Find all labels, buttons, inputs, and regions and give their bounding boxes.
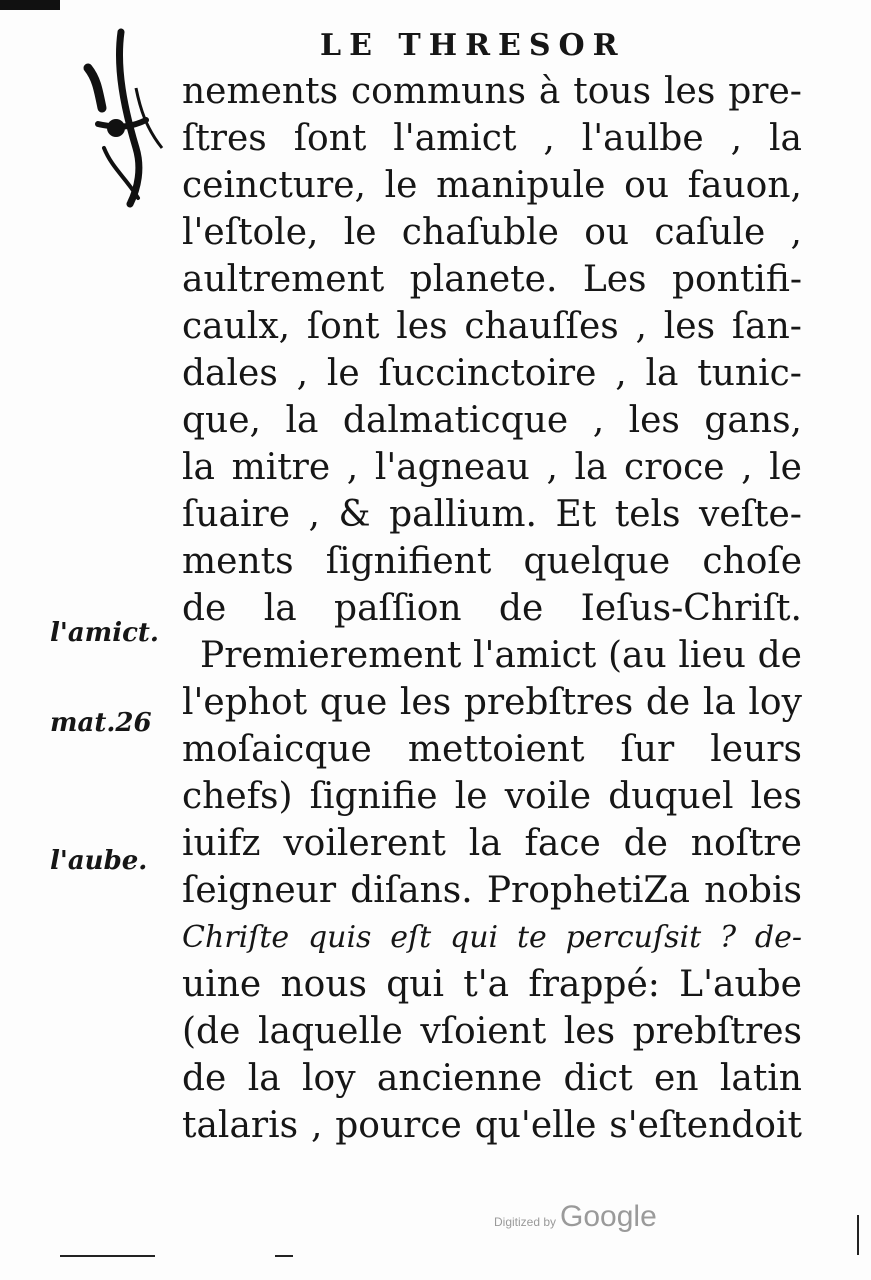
word: ſignifient xyxy=(325,541,492,582)
word: qui xyxy=(386,964,445,1005)
word: nobis xyxy=(704,870,802,911)
word: , xyxy=(741,447,753,488)
word: ceincture, xyxy=(182,165,366,206)
word: dales xyxy=(182,353,278,394)
word: les xyxy=(663,306,716,347)
word: , xyxy=(635,306,647,347)
text-line xyxy=(182,303,802,350)
word: t'a xyxy=(463,964,510,1005)
word: l'amict xyxy=(393,118,517,159)
word: l'agneau xyxy=(374,447,530,488)
text-line xyxy=(182,867,802,914)
word: la xyxy=(768,118,802,159)
word: tels xyxy=(614,494,681,535)
word: de xyxy=(498,588,544,629)
word: ſan- xyxy=(731,306,802,347)
word: le xyxy=(384,165,418,206)
word: mettoient xyxy=(407,729,585,770)
word: , xyxy=(730,118,743,159)
word: dalmaticque xyxy=(342,400,569,441)
word: , xyxy=(790,212,802,253)
word: Et xyxy=(555,494,597,535)
word: manipule xyxy=(436,165,606,206)
word: & xyxy=(338,494,371,535)
word: de xyxy=(182,588,227,629)
text-line xyxy=(182,1055,802,1102)
word: ? xyxy=(719,920,737,955)
watermark-prefix: Digitized by xyxy=(494,1215,557,1229)
word: lieu xyxy=(678,635,746,676)
word: pource xyxy=(335,1105,462,1146)
word: ſont xyxy=(293,118,367,159)
word: pallium. xyxy=(389,494,537,535)
text-line xyxy=(182,820,802,867)
word: la xyxy=(645,353,679,394)
word: ou xyxy=(584,212,630,253)
word: mitre xyxy=(231,447,331,488)
word: planete. xyxy=(409,259,558,300)
word: dict xyxy=(563,1058,633,1099)
word: voilerent xyxy=(283,823,446,864)
word: ou xyxy=(624,165,669,206)
word: que xyxy=(319,682,388,723)
text-line xyxy=(182,162,802,209)
word: Premierement xyxy=(200,635,462,676)
word: nements xyxy=(182,71,339,112)
text-line xyxy=(182,491,802,538)
word: Les xyxy=(582,259,647,300)
word: uine xyxy=(182,964,262,1005)
word: fauon, xyxy=(687,165,802,206)
word: la xyxy=(247,1058,281,1099)
word: le xyxy=(326,353,360,394)
word: le xyxy=(769,447,802,488)
word: l'eſtole, xyxy=(182,212,319,253)
word: de- xyxy=(754,920,802,955)
word: , xyxy=(308,494,320,535)
text-line xyxy=(182,209,802,256)
word: quelque xyxy=(523,541,671,582)
word: le xyxy=(343,212,377,253)
word: Chriſte xyxy=(182,920,290,955)
word: noſtre xyxy=(690,823,802,864)
word: quis xyxy=(307,920,372,955)
word: , xyxy=(615,353,627,394)
word: ancienne xyxy=(376,1058,543,1099)
word: ſignifie xyxy=(309,776,438,817)
word: frappé: xyxy=(528,964,660,1005)
word: à xyxy=(538,71,561,112)
word: les xyxy=(563,1011,616,1052)
word: iuifz xyxy=(182,823,261,864)
word: ſuaire xyxy=(182,494,290,535)
word: la xyxy=(702,682,736,723)
bottom-edge-mark xyxy=(60,1255,155,1257)
word: choſe xyxy=(702,541,802,582)
top-edge-mark xyxy=(0,0,60,10)
word: gans, xyxy=(704,400,802,441)
word: diſans. xyxy=(350,870,473,911)
word: (de xyxy=(182,1011,241,1052)
word: qu'elle xyxy=(474,1105,597,1146)
word: te xyxy=(516,920,547,955)
text-line xyxy=(182,115,802,162)
word: chaſuble xyxy=(401,212,559,253)
main-text-block xyxy=(182,68,802,1149)
word: latin xyxy=(719,1058,802,1099)
text-line xyxy=(182,444,802,491)
word: ſur xyxy=(620,729,675,770)
word: pontifi- xyxy=(671,259,802,300)
text-line xyxy=(182,726,802,773)
word: caſule xyxy=(654,212,766,253)
text-line xyxy=(182,585,802,632)
text-line xyxy=(182,256,802,303)
word: la xyxy=(285,400,319,441)
word: de xyxy=(182,1058,227,1099)
word: prebſtres xyxy=(463,682,634,723)
word: veſte- xyxy=(699,494,802,535)
word: ſuccinctoire xyxy=(378,353,597,394)
word: , xyxy=(543,118,555,159)
word: loy xyxy=(302,1058,356,1099)
right-edge-mark xyxy=(857,1215,859,1255)
word: vſoient xyxy=(420,1011,547,1052)
text-line xyxy=(182,68,802,115)
word: voile xyxy=(504,776,592,817)
word: eſt xyxy=(390,920,432,955)
digitized-watermark xyxy=(494,1200,657,1234)
word: les xyxy=(750,776,802,817)
text-line xyxy=(182,773,802,820)
word: ments xyxy=(182,541,294,582)
word: les xyxy=(628,400,680,441)
text-line xyxy=(182,914,802,961)
marginal-note-aube: l'aube. xyxy=(50,846,148,876)
marginal-note-amict: l'amict. xyxy=(50,618,159,648)
word: de xyxy=(623,823,668,864)
word: , xyxy=(310,1105,323,1146)
text-line xyxy=(182,679,802,726)
word: le xyxy=(454,776,488,817)
word: croce xyxy=(624,447,725,488)
word: ſeigneur xyxy=(182,870,337,911)
word: que, xyxy=(182,400,261,441)
word: ſont xyxy=(306,306,380,347)
word: les xyxy=(664,71,716,112)
word: de xyxy=(645,682,691,723)
text-line xyxy=(182,350,802,397)
marginal-note-reference: mat.26 xyxy=(50,708,152,738)
text-line xyxy=(182,397,802,444)
text-line xyxy=(182,538,802,585)
word: la xyxy=(182,447,215,488)
word: ſtres xyxy=(182,118,267,159)
word: l'amict xyxy=(473,635,597,676)
word: loy xyxy=(748,682,802,723)
word: les xyxy=(396,306,448,347)
word: , xyxy=(296,353,309,394)
word: l'aulbe xyxy=(581,118,704,159)
word: Ieſus-Chriſt. xyxy=(580,588,802,629)
word: qui xyxy=(450,920,499,955)
word: percuſsit xyxy=(565,920,702,955)
word: leurs xyxy=(710,729,802,770)
word: l'ephot xyxy=(182,682,308,723)
word: les xyxy=(399,682,452,723)
word: face xyxy=(524,823,601,864)
watermark-brand: Google xyxy=(560,1200,657,1233)
text-line xyxy=(182,1102,802,1149)
word: pre- xyxy=(728,71,802,112)
word: (au xyxy=(607,635,667,676)
word: duquel xyxy=(608,776,734,817)
word: aultrement xyxy=(182,259,385,300)
word: la xyxy=(574,447,608,488)
word: ProphetiΖa xyxy=(486,870,690,911)
word: la xyxy=(263,588,297,629)
word: chefs) xyxy=(182,776,293,817)
word: de xyxy=(757,635,802,676)
word: prebſtres xyxy=(632,1011,802,1052)
text-line xyxy=(182,961,802,1008)
decorated-initial-n xyxy=(76,28,176,208)
bottom-edge-mark xyxy=(275,1255,293,1257)
word: , xyxy=(346,447,359,488)
word: , xyxy=(592,400,605,441)
word: tous xyxy=(573,71,652,112)
word: paſſion xyxy=(334,588,462,629)
word: , xyxy=(546,447,558,488)
word: s'eſtendoit xyxy=(609,1105,802,1146)
word: talaris xyxy=(182,1105,299,1146)
word: L'aube xyxy=(679,964,802,1005)
word: moſaicque xyxy=(182,729,372,770)
word: tunic- xyxy=(697,353,802,394)
word: nous xyxy=(280,964,367,1005)
text-line xyxy=(182,632,802,679)
word: chauſſes xyxy=(464,306,619,347)
text-line xyxy=(182,1008,802,1055)
word: communs xyxy=(350,71,526,112)
word: laquelle xyxy=(257,1011,403,1052)
word: caulx, xyxy=(182,306,291,347)
running-title: LE THRESOR xyxy=(320,28,626,63)
word: la xyxy=(468,823,502,864)
word: en xyxy=(654,1058,699,1099)
